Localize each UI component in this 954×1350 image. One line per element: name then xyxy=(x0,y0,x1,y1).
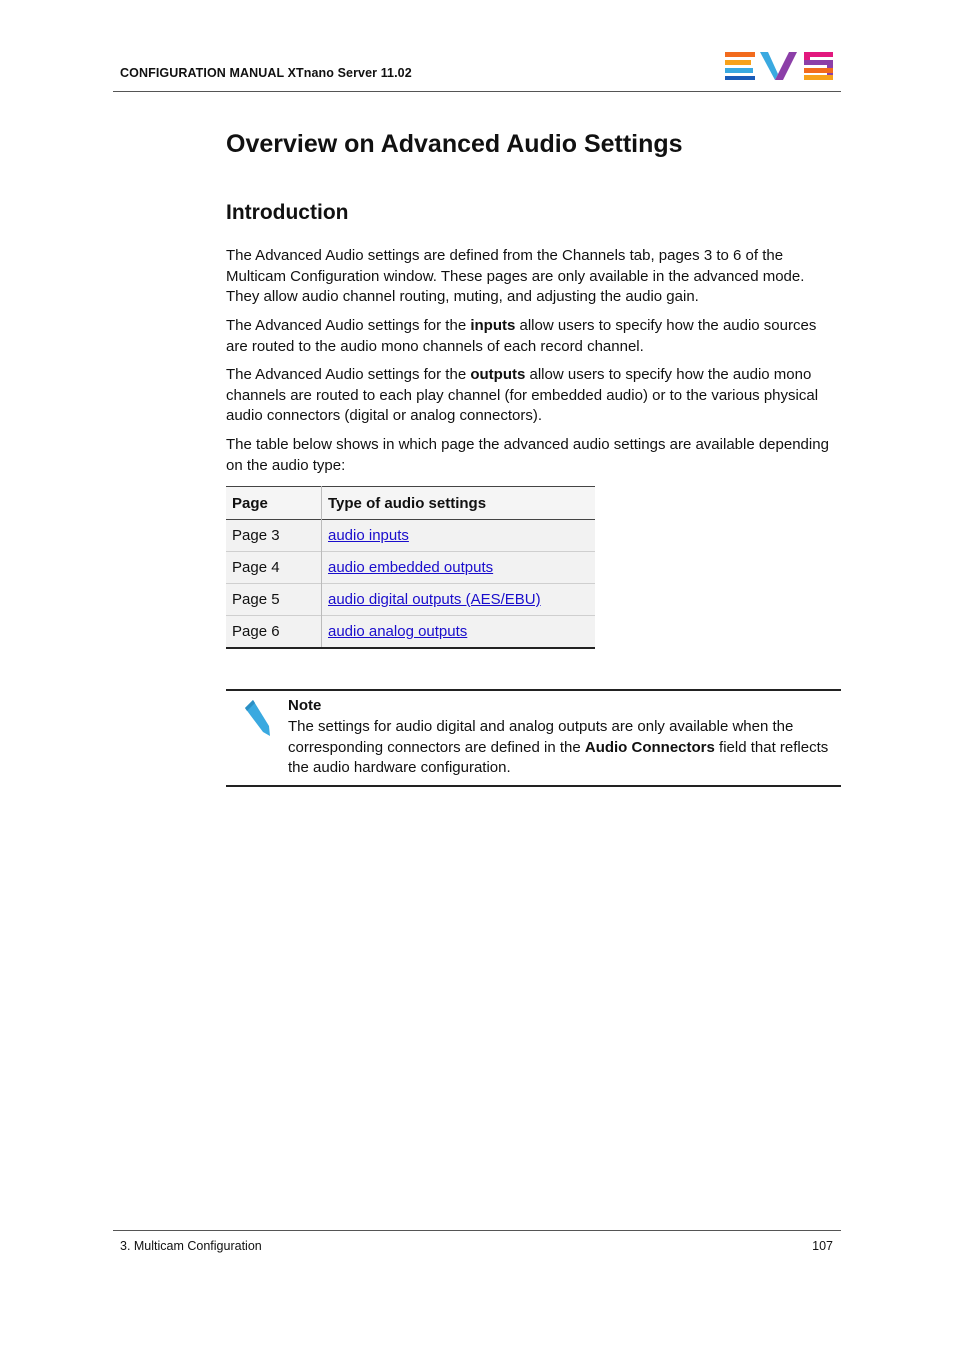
audio-analog-outputs-link[interactable]: audio analog outputs xyxy=(328,623,468,640)
note-box xyxy=(226,689,841,787)
audio-embedded-outputs-link[interactable]: audio embedded outputs xyxy=(328,559,494,576)
table-row xyxy=(226,520,595,552)
note-title: Note xyxy=(288,697,322,714)
page-number: 107 xyxy=(812,1239,833,1253)
type-cell xyxy=(322,520,596,552)
outputs-paragraph: The Advanced Audio settings for the outputs allow users to specify how the audio mono channels are routed to each play channel (for embedded audio) or to the various physical audio connectors (digital or analog connectors). xyxy=(226,366,819,424)
section-heading: Introduction xyxy=(226,201,349,224)
outputs-bold: outputs xyxy=(470,366,526,383)
page-cell: Page 5 xyxy=(226,584,322,616)
table-header-row xyxy=(226,487,595,520)
page-footer xyxy=(113,1230,841,1253)
inputs-paragraph: The Advanced Audio settings for the inputs allow users to specify how the audio sources are routed to the audio mono channels of each record channel. xyxy=(226,317,817,355)
page-cell: Page 4 xyxy=(226,552,322,584)
inputs-bold: inputs xyxy=(470,317,516,334)
audio-settings-table xyxy=(226,486,595,649)
type-cell xyxy=(322,552,596,584)
audio-digital-outputs-link[interactable]: audio digital outputs (AES/EBU) xyxy=(328,591,541,608)
type-cell xyxy=(322,584,596,616)
table-intro-paragraph: The table below shows in which page the advanced audio settings are available depending on the audio type: xyxy=(226,436,829,474)
document-title: CONFIGURATION MANUAL XTnano Server 11.02 xyxy=(120,66,412,80)
column-header-page: Page xyxy=(226,487,322,520)
page-header xyxy=(113,50,841,92)
note-text: The settings for audio digital and analog outputs are only available when the corresponding connectors are defined in the Audio Connectors field that reflects the audio hardware configuration. xyxy=(288,718,829,776)
type-cell xyxy=(322,616,596,649)
table-row xyxy=(226,552,595,584)
column-header-type: Type of audio settings xyxy=(322,487,596,520)
audio-inputs-link[interactable]: audio inputs xyxy=(328,527,409,544)
audio-connectors-bold: Audio Connectors xyxy=(584,738,715,756)
evs-logo xyxy=(725,52,835,80)
footer-section: 3. Multicam Configuration xyxy=(120,1239,262,1253)
page-title: Overview on Advanced Audio Settings xyxy=(226,130,683,158)
page-cell: Page 3 xyxy=(226,520,322,552)
pencil-icon xyxy=(241,696,273,736)
table-row xyxy=(226,616,595,649)
intro-paragraph: The Advanced Audio settings are defined from the Channels tab, pages 3 to 6 of the Multicam Configuration window. These pages are only available in the advanced mode. They allow audio channel routing, muting, and adjusting the audio gain. xyxy=(226,247,805,305)
table-row xyxy=(226,584,595,616)
page-cell: Page 6 xyxy=(226,616,322,649)
